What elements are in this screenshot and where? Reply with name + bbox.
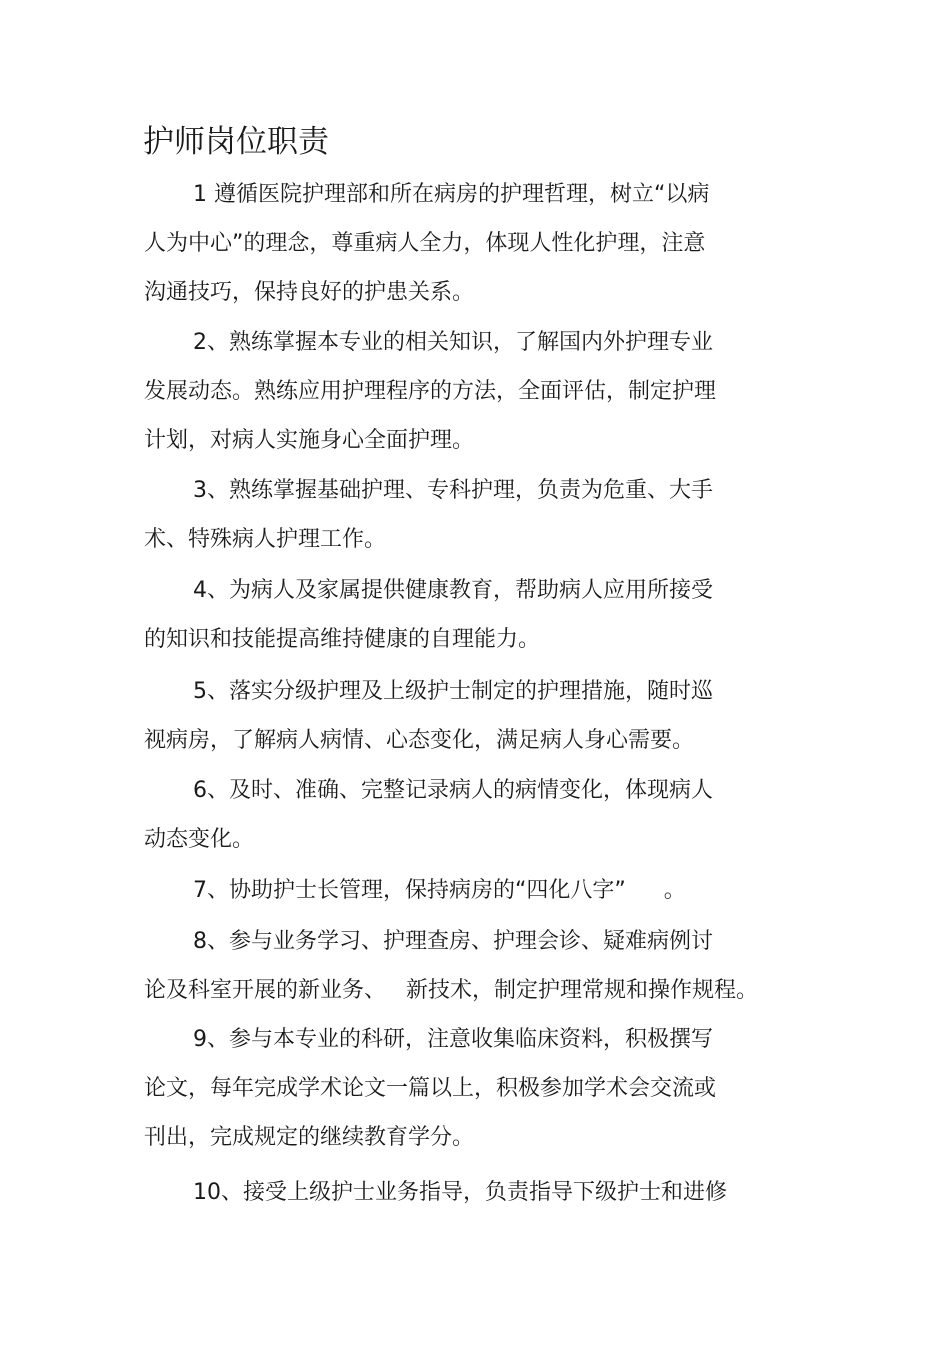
paragraph-line: 8、参与业务学习、护理查房、护理会诊、疑难病例讨 xyxy=(193,929,713,954)
paragraph-line: 4、为病人及家属提供健康教育，帮助病人应用所接受 xyxy=(193,578,713,603)
paragraph-line: 视病房，了解病人病情、心态变化，满足病人身心需要。 xyxy=(144,728,695,753)
paragraph-line: 沟通技巧，保持良好的护患关系。 xyxy=(144,280,475,305)
paragraph-line: 计划，对病人实施身心全面护理。 xyxy=(144,428,475,453)
paragraph-line: 的知识和技能提高维持健康的自理能力。 xyxy=(144,627,541,652)
paragraph-line: 5、落实分级护理及上级护士制定的护理措施，随时巡 xyxy=(193,679,713,704)
paragraph-text: 。 xyxy=(663,878,686,903)
paragraph-line: 3、熟练掌握基础护理、专科护理，负责为危重、大手 xyxy=(193,478,713,503)
paragraph-text: 论及科室开展的新业务、 xyxy=(144,978,387,1003)
paragraph-line: 刊出，完成规定的继续教育学分。 xyxy=(144,1125,475,1150)
document-title: 护师岗位职责 xyxy=(143,124,329,160)
paragraph-line xyxy=(193,874,686,908)
paragraph-line: 1 遵循医院护理部和所在病房的护理哲理，树立“以病 xyxy=(193,182,710,207)
paragraph-line: 术、特殊病人护理工作。 xyxy=(144,527,387,552)
paragraph-line: 发展动态。熟练应用护理程序的方法，全面评估，制定护理 xyxy=(144,379,717,404)
paragraph-text: 7、协助护士长管理，保持病房的“四化八字” xyxy=(193,878,626,903)
paragraph-line: 论文，每年完成学术论文一篇以上，积极参加学术会交流或 xyxy=(144,1076,717,1101)
paragraph-line: 9、参与本专业的科研，注意收集临床资料，积极撰写 xyxy=(193,1027,713,1052)
paragraph-line: 2、熟练掌握本专业的相关知识，了解国内外护理专业 xyxy=(193,330,713,355)
paragraph-line: 10、接受上级护士业务指导，负责指导下级护士和进修 xyxy=(193,1180,727,1205)
paragraph-line: 人为中心”的理念，尊重病人全力，体现人性化护理，注意 xyxy=(144,231,706,256)
paragraph-line xyxy=(144,974,758,1008)
paragraph-text: 新技术，制定护理常规和操作规程。 xyxy=(406,978,759,1003)
paragraph-line: 6、及时、准确、完整记录病人的病情变化，体现病人 xyxy=(193,778,713,803)
paragraph-line: 动态变化。 xyxy=(144,827,255,852)
